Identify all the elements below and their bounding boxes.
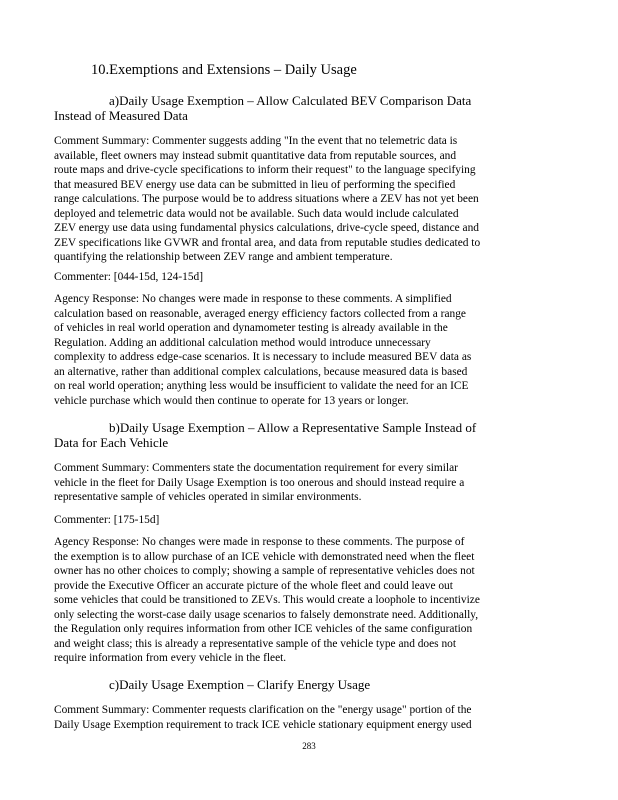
- subsection-a-heading-line-2: Instead of Measured Data: [54, 108, 188, 123]
- text-line: some vehicles that could be transitioned to ZEVs. This would create a loophole to incentivize: [54, 594, 480, 607]
- text-line: deployed and telemetric data would not be available. Such data would include calculated: [54, 207, 459, 220]
- text-line: Comment Summary: Commenter suggests adding "In the event that no telemetric data is: [54, 135, 458, 147]
- text-line: require information from every vehicle in the fleet.: [54, 652, 287, 665]
- text-line: available, fleet owners may instead submit quantitative data from reputable sources, and: [54, 149, 457, 162]
- text-line: Agency Response: No changes were made in response to these comments. A simplified: [54, 293, 452, 305]
- text-line: ZEV specifications like GVWR and frontal area, and data from reputable studies dedicated to: [54, 236, 481, 249]
- commenter-line: Commenter: [175-15d]: [54, 514, 160, 526]
- subsection-b-agency-response: [54, 535, 558, 666]
- text-line: Daily Usage Exemption requirement to track ICE vehicle stationary equipment energy used: [54, 718, 472, 731]
- text-line: and weight class; this is already a representative sample of the vehicle type and does not: [54, 637, 457, 650]
- text-line: calculation based on reasonable, averaged energy efficiency factors collected from a range: [54, 307, 466, 320]
- text-line: on real world operation; anything less would be insufficient to validate the need for an ICE: [54, 380, 469, 393]
- text-line: ZEV energy use data using fundamental physics calculations, drive-cycle speed, distance and: [54, 222, 480, 235]
- text-line: complexity to address edge-case scenarios. It is necessary to include measured BEV data as: [54, 351, 472, 364]
- page-number: 283: [302, 741, 316, 751]
- subsection-b-heading-line-1: b)Daily Usage Exemption – Allow a Representative Sample Instead of: [109, 420, 477, 435]
- subsection-b-comment-summary: [54, 461, 558, 505]
- subsection-a-heading-line-1: a)Daily Usage Exemption – Allow Calculated BEV Comparison Data: [109, 93, 472, 108]
- subsection-b-heading: [54, 420, 558, 450]
- subsection-c-heading-line-1: c)Daily Usage Exemption – Clarify Energy Usage: [109, 677, 371, 692]
- text-line: quantifying the relationship between ZEV range and ambient temperature.: [54, 251, 393, 264]
- text-line: vehicle purchase which would then continue to operate for 13 years or longer.: [54, 394, 409, 407]
- text-line: Agency Response: No changes were made in response to these comments. The purpose of: [54, 536, 465, 548]
- text-line: route maps and drive-cycle specifications to inform their request" to the language specifying: [54, 164, 476, 177]
- text-line: range calculations. The purpose would be to address situations where a ZEV has not yet been: [54, 193, 479, 206]
- subsection-b-commenter: [54, 513, 558, 528]
- text-line: that measured BEV energy use data can be submitted in lieu of performing the specified: [54, 178, 456, 191]
- commenter-line: Commenter: [044-15d, 124-15d]: [54, 271, 204, 283]
- text-line: provide the Executive Officer an accurate picture of the whole fleet and could leave out: [54, 579, 453, 592]
- text-line: an alternative, rather than additional complex calculations, because measured data is based: [54, 365, 468, 378]
- text-line: Regulation. Adding an additional calculation method would introduce unnecessary: [54, 336, 431, 349]
- text-line: representative sample of vehicles operated in similar environments.: [54, 491, 362, 504]
- text-line: the exemption is to allow purchase of an ICE vehicle with demonstrated need when the fleet: [54, 550, 475, 563]
- subsection-b-heading-line-2: Data for Each Vehicle: [54, 435, 169, 450]
- subsection-a-agency-response: [54, 292, 558, 408]
- text-line: of vehicles in real world operation and dynamometer testing is already available in the: [54, 322, 448, 335]
- text-line: vehicle in the fleet for Daily Usage Exemption is too onerous and should instead require a: [54, 476, 465, 489]
- text-line: the Regulation only requires information from other ICE vehicles of the same configuration: [54, 623, 473, 636]
- subsection-c-comment-summary: [54, 703, 558, 732]
- text-line: Comment Summary: Commenters state the documentation requirement for every similar: [54, 462, 458, 474]
- text-line: owner has no other choices to comply; showing a sample of representative vehicles does not: [54, 565, 475, 578]
- subsection-a-comment-summary: [54, 134, 558, 265]
- text-line: only selecting the worst-case daily usage scenarios to falsely demonstrate need. Additionally,: [54, 608, 479, 621]
- section-title: 10.Exemptions and Extensions – Daily Usage: [91, 62, 357, 78]
- subsection-a-commenter: [54, 270, 558, 285]
- subsection-c-heading: [109, 677, 370, 692]
- subsection-a-heading: [54, 93, 558, 123]
- text-line: Comment Summary: Commenter requests clarification on the "energy usage" portion of the: [54, 704, 472, 716]
